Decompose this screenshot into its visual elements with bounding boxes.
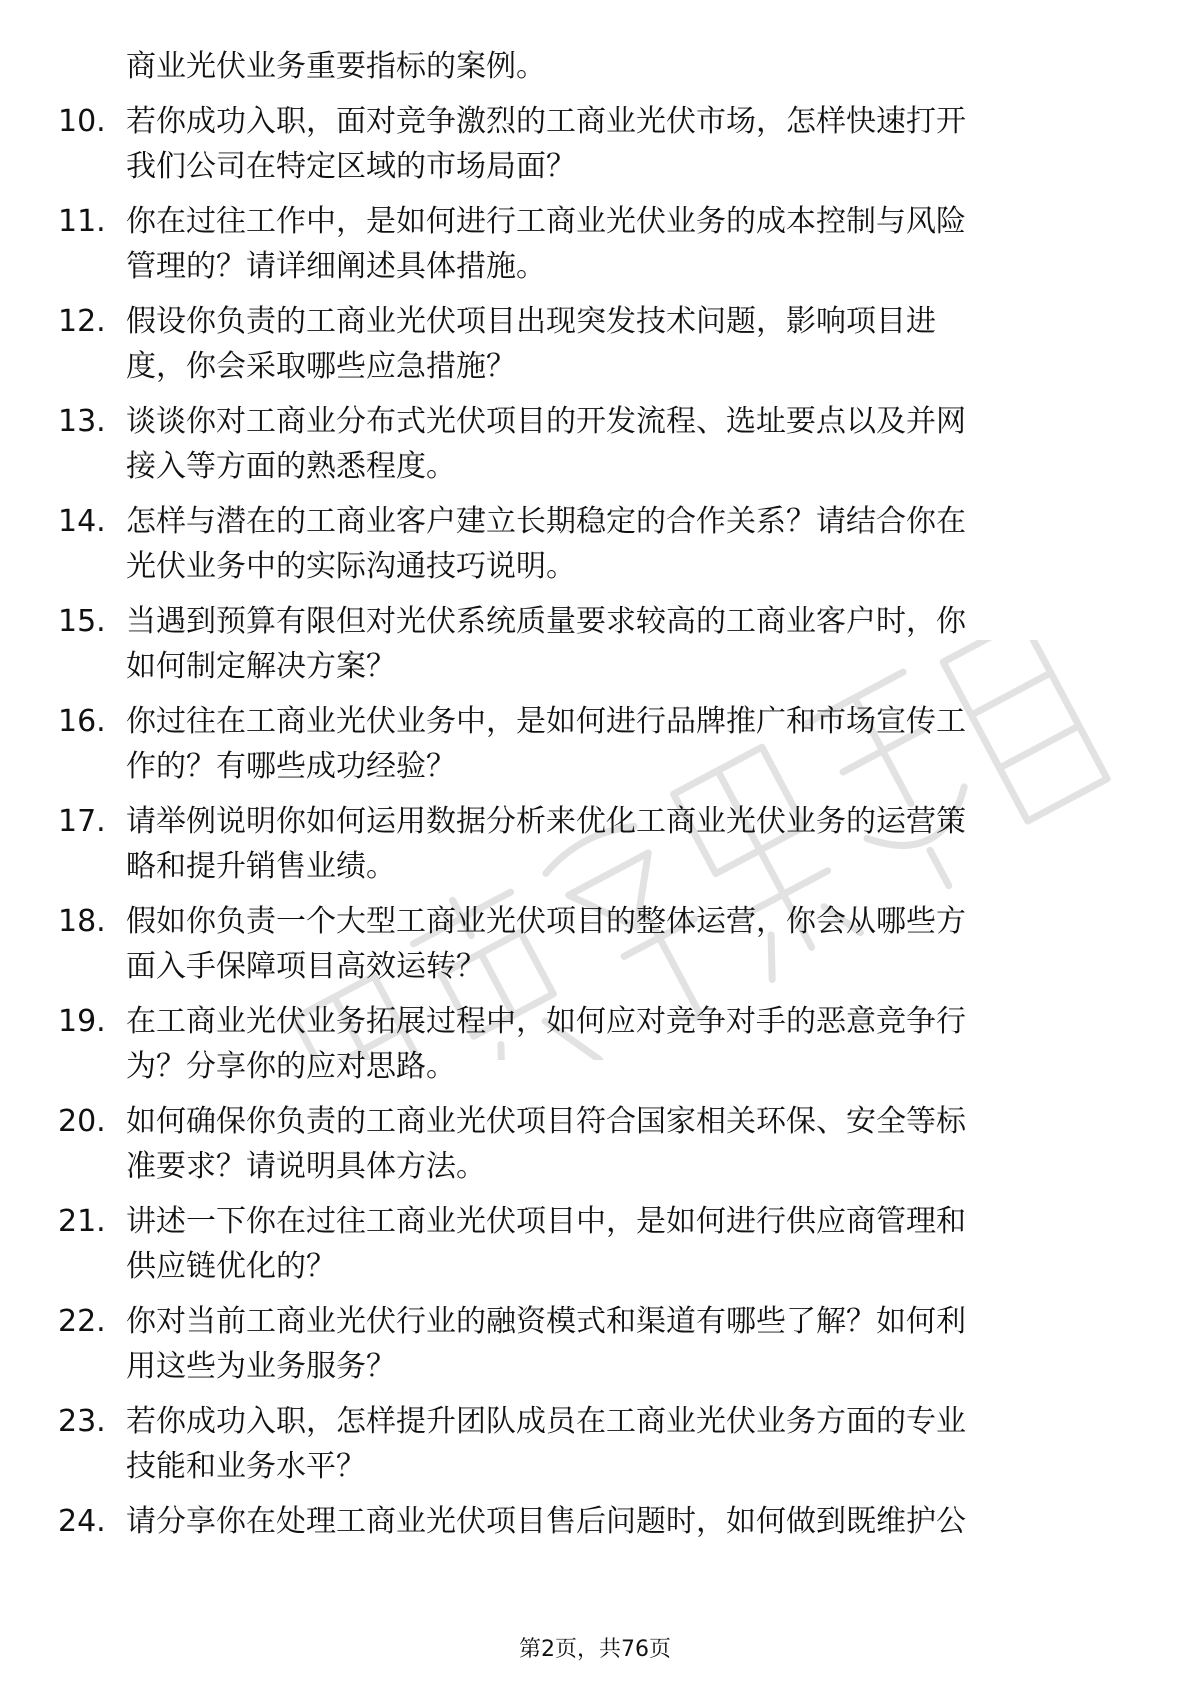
question-number: 23. [58,1404,106,1439]
page-footer: 第2页，共76页 [519,1637,671,1662]
question-text: 你对当前工商业光伏行业的融资模式和渠道有哪些了解？如何利 用这些为业务服务？ [126,1304,966,1384]
question-text: 怎样与潜在的工商业客户建立长期稳定的合作关系？请结合你在 光伏业务中的实际沟通技巧说明。 [126,504,966,584]
question-number: 19. [58,1004,106,1039]
question-number: 12. [58,304,106,339]
list-item [58,299,1138,389]
question-text: 如何确保你负责的工商业光伏项目符合国家相关环保、安全等标 准要求？请说明具体方法。 [126,1104,966,1184]
list-item [58,1199,1138,1289]
continuation-text: 商业光伏业务重要指标的案例。 [126,49,546,84]
list-item [58,599,1138,689]
question-number: 24. [58,1504,106,1539]
question-text: 讲述一下你在过往工商业光伏项目中，是如何进行供应商管理和 供应链优化的？ [126,1204,966,1284]
question-text: 若你成功入职，怎样提升团队成员在工商业光伏业务方面的专业 技能和业务水平？ [126,1404,966,1484]
list-item [58,1299,1138,1389]
list-item [58,499,1138,589]
question-number: 20. [58,1104,106,1139]
question-text: 你在过往工作中，是如何进行工商业光伏业务的成本控制与风险 管理的？请详细阐述具体措施。 [126,204,966,284]
question-number: 22. [58,1304,106,1339]
question-number: 15. [58,604,106,639]
list-item [58,699,1138,789]
list-item [58,1399,1138,1489]
question-text: 请分享你在处理工商业光伏项目售后问题时，如何做到既维护公 [126,1504,966,1539]
list-item [58,1499,1138,1544]
question-text: 你过往在工商业光伏业务中，是如何进行品牌推广和市场宣传工 作的？有哪些成功经验？ [126,704,966,784]
question-number: 21. [58,1204,106,1239]
list-item-continuation [58,44,1138,89]
list-item [58,999,1138,1089]
question-number: 10. [58,104,106,139]
question-number: 17. [58,804,106,839]
question-number: 13. [58,404,106,439]
question-text: 在工商业光伏业务拓展过程中，如何应对竞争对手的恶意竞争行 为？分享你的应对思路。 [126,1004,966,1084]
question-number: 16. [58,704,106,739]
list-item [58,99,1138,189]
list-item [58,799,1138,889]
question-text: 请举例说明你如何运用数据分析来优化工商业光伏业务的运营策 略和提升销售业绩。 [126,804,966,884]
question-number: 11. [58,204,106,239]
question-number: 18. [58,904,106,939]
list-item [58,1099,1138,1189]
question-text: 假设你负责的工商业光伏项目出现突发技术问题，影响项目进 度，你会采取哪些应急措施？ [126,304,936,384]
question-text: 若你成功入职，面对竞争激烈的工商业光伏市场，怎样快速打开 我们公司在特定区域的市场局面？ [126,104,966,184]
question-text: 当遇到预算有限但对光伏系统质量要求较高的工商业客户时，你 如何制定解决方案？ [126,604,966,684]
question-number: 14. [58,504,106,539]
question-text: 谈谈你对工商业分布式光伏项目的开发流程、选址要点以及并网 接入等方面的熟悉程度。 [126,404,966,484]
question-list [58,44,1138,1554]
list-item [58,399,1138,489]
question-text: 假如你负责一个大型工商业光伏项目的整体运营，你会从哪些方 面入手保障项目高效运转？ [126,904,966,984]
list-item [58,199,1138,289]
list-item [58,899,1138,989]
